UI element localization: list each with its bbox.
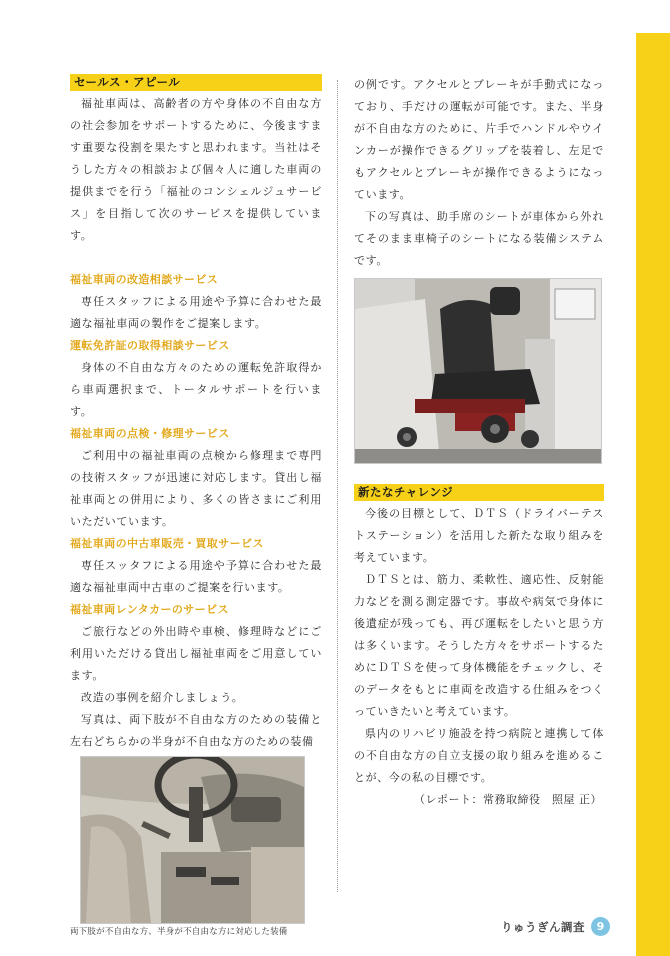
yellow-side-bar — [636, 33, 670, 956]
service-text-license: 身体の不自由な方々のための運転免許取得から車両選択まで、トータルサポートを行います。 — [70, 361, 322, 418]
page-footer — [501, 917, 610, 936]
case-intro-paragraph: 改造の事例を紹介しましょう。 — [81, 691, 244, 704]
service-title-inspection: 福祉車両の点検・修理サービス — [70, 427, 230, 440]
case-continued-paragraph: の例です。アクセルとブレーキが手動式になっており、手だけの運転が可能です。また、半身が不自由な方のために、片手でハンドルやウインカーが操作できるグリップを装着し、左足でもアクセルとブレーキが操作できるようになっています。 — [354, 78, 604, 201]
service-title-used-cars: 福祉車両の中古車販売・買取サービス — [70, 537, 264, 550]
car-interior-photo — [80, 756, 305, 924]
service-title-rental: 福祉車両レンタカーのサービス — [70, 603, 229, 616]
page-number-badge: 9 — [591, 917, 610, 936]
challenge-paragraph-3: 県内のリハビリ施設を持つ病院と連携して体の不自由な方の自立支援の取り組みを進めることが、今の私の目標です。 — [354, 727, 604, 784]
service-title-license: 運転免許証の取得相談サービス — [70, 339, 230, 352]
section-heading-new-challenge: 新たなチャレンジ — [354, 484, 604, 501]
service-text-rental: ご旅行などの外出時や車検、修理時などにご利用いただける貸出し福祉車両をご用意しています。 — [70, 625, 322, 682]
case-paragraph: 写真は、両下肢が不自由な方のための装備と左右どちらかの半身が不自由な方のための装備 — [70, 713, 322, 748]
photo-caption-interior: 両下肢が不自由な方、半身が不自由な方に対応した装備 — [70, 927, 288, 937]
intro-paragraph: 福祉車両は、高齢者の方や身体の不自由な方の社会参加をサポートするために、今後ますます重要な役割を果たすと思われます。当社はそうした方々の相談および個々人に適した車両の提供までを行う「福祉のコンシェルジュサービス」を目指して次のサービスを提供しています。 — [70, 97, 322, 242]
left-column — [70, 74, 322, 938]
service-text-modification: 専任スタッフによる用途や予算に合わせた最適な福祉車両の製作をご提案します。 — [70, 295, 322, 330]
service-text-inspection: ご利用中の福祉車両の点検から修理まで専門の技術スタッフが迅速に対応します。貸出し福祉車両との併用により、多くの皆さまにご利用いただいています。 — [70, 449, 322, 528]
publication-title: りゅうぎん調査 — [501, 919, 585, 934]
challenge-paragraph-2: ＤＴＳとは、筋力、柔軟性、適応性、反射能力などを測る測定器です。事故や病気で身体に後遺症が残っても、再び運転をしたいと思う方は多くいます。そうした方々をサポートするためにＤＴＳを使って身体機能をチェックし、そのデータをもとに車両を改造する仕組みをつくっていきたいと考えています。 — [354, 573, 604, 718]
service-title-modification: 福祉車両の改造相談サービス — [70, 273, 219, 286]
column-divider — [337, 80, 338, 892]
section-heading-sales-appeal: セールス・アピール — [70, 74, 322, 91]
report-credit: （レポート：常務取締役 照屋 正） — [414, 793, 602, 806]
challenge-paragraph-1: 今後の目標として、ＤＴＳ（ドライバーテストステーション）を活用した新たな取り組みを考えています。 — [354, 507, 604, 564]
wheelchair-seat-photo — [354, 278, 602, 464]
service-text-used-cars: 専任スッタフによる用途や予算に合わせた最適な福祉車両中古車のご提案を行います。 — [70, 559, 322, 594]
right-column — [354, 74, 604, 811]
seat-system-paragraph: 下の写真は、助手席のシートが車体から外れてそのまま車椅子のシートになる装備システムです。 — [354, 210, 604, 267]
